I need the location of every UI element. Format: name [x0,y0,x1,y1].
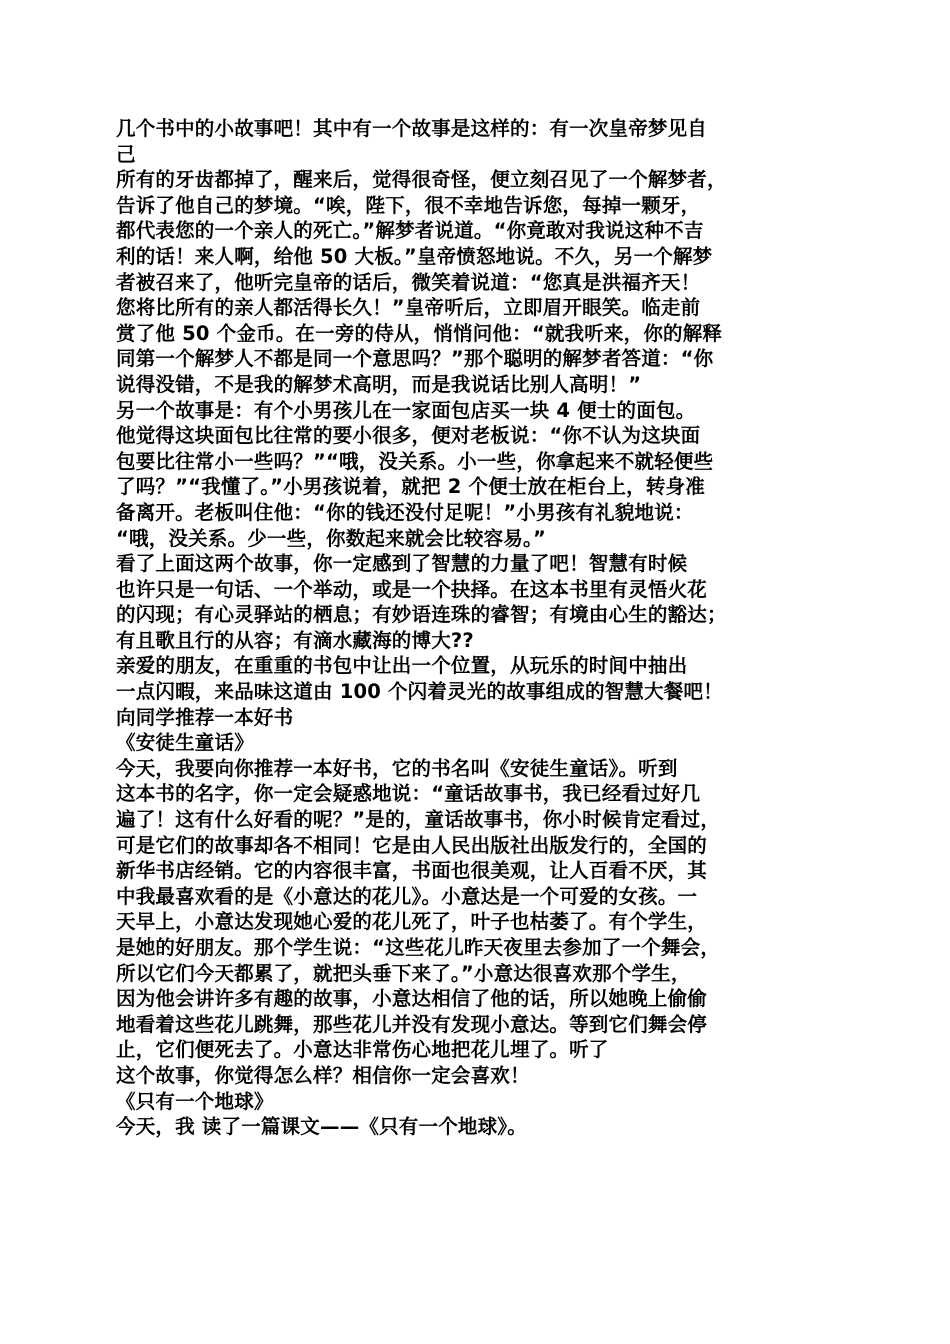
text-line: 看了上面这两个故事，你一定感到了智慧的力量了吧！智慧有时候 [116,552,688,576]
text-line: “哦，没关系。少一些，你数起来就会比较容易。” [116,526,546,550]
text-line: 遍了！这有什么好看的呢？”是的，童话故事书，你小时候肯定看过， [116,808,721,832]
text-line: 所以它们今天都累了，就把头垂下来了。”小意达很喜欢那个学生， [116,961,691,985]
text-line: 者被召来了，他听完皇帝的话后，微笑着说道：“您真是洪福齐天！ [116,270,701,294]
book-title: 《安徒生童话》 [116,731,254,755]
text-line: 新华书店经销。它的内容很丰富，书面也很美观，让人百看不厌，其 [116,859,708,883]
text-line: 一点闪暇，来品味这道由 100 个闪着灵光的故事组成的智慧大餐吧！ [116,680,723,704]
text-line: 今天，我 读了一篇课文——《只有一个地球》。 [116,1115,527,1139]
book-title: 《只有一个地球》 [116,1089,274,1113]
text-line: 您将比所有的亲人都活得长久！”皇帝听后，立即眉开眼笑。临走前 [116,296,701,320]
section-heading: 向同学推荐一本好书 [116,705,294,729]
text-line: 亲爱的朋友，在重重的书包中让出一个位置，从玩乐的时间中抽出 [116,654,688,678]
text-line: 地看着这些花儿跳舞，那些花儿并没有发现小意达。等到它们舞会停 [116,1012,708,1036]
text-line: 止，它们便死去了。小意达非常伤心地把花儿埋了。听了 [116,1038,609,1062]
text-line: 同第一个解梦人不都是同一个意思吗？”那个聪明的解梦者答道：“你 [116,347,714,371]
text-line: 天早上，小意达发现她心爱的花儿死了，叶子也枯萎了。有个学生， [116,910,708,934]
text-line: 了吗？”“我懂了。”小男孩说着，就把 2 个便士放在柜台上，转身准 [116,475,705,499]
text-line: 备离开。老板叫住他：“你的钱还没付足呢！”小男孩有礼貌地说： [116,500,694,524]
text-line: 因为他会讲许多有趣的故事，小意达相信了他的话，所以她晚上偷偷 [116,987,708,1011]
text-line: 也许只是一句话、一个举动，或是一个抉择。在这本书里有灵悟火花 [116,577,708,601]
text-line: 可是它们的故事却各不相同！它是由人民出版社出版发行的，全国的 [116,833,708,857]
text-line: 是她的好朋友。那个学生说：“这些花儿昨天夜里去参加了一个舞会， [116,936,721,959]
text-line: 己 [116,142,136,166]
text-line: 这本书的名字，你一定会疑惑地说：“童话故事书，我已经看过好几 [116,782,701,806]
text-line: 有且歌且行的从容；有滴水藏海的博大?? [116,628,474,652]
text-line: 另一个故事是：有个小男孩儿在一家面包店买一块 4 便士的面包。 [116,398,696,422]
text-line: 所有的牙齿都掉了，醒来后，觉得很奇怪，便立刻召见了一个解梦者， [116,168,727,192]
text-line: 他觉得这块面包比往常的要小很多，便对老板说：“你不认为这块面 [116,424,701,448]
text-line: 的闪现；有心灵驿站的栖息；有妙语连珠的睿智；有境由心生的豁达； [116,603,727,627]
document-page [116,116,840,1140]
text-line: 告诉了他自己的梦境。“唉，陛下，很不幸地告诉您，每掉一颗牙， [116,193,701,217]
text-line: 几个书中的小故事吧！其中有一个故事是这样的：有一次皇帝梦见自 [116,117,708,140]
text-line: 都代表您的一个亲人的死亡。”解梦者说道。“你竟敢对我说这种不吉 [116,219,704,243]
text-line: 包要比往常小一些吗？”“哦，没关系。小一些，你拿起来不就轻便些 [116,449,714,473]
text-line: 中我最喜欢看的是《小意达的花儿》。小意达是一个可爱的女孩。一 [116,884,698,908]
text-line: 这个故事，你觉得怎么样？相信你一定会喜欢！ [116,1063,530,1087]
text-line: 赏了他 50 个金币。在一旁的侍从，悄悄问他：“就我听来，你的解释 [116,321,723,345]
text-line: 说得没错，不是我的解梦术高明，而是我说话比别人高明！” [116,372,642,396]
text-line: 利的话！来人啊，给他 50 大板。”皇帝愤怒地说。不久，另一个解梦 [116,244,713,268]
text-line: 今天，我要向你推荐一本好书，它的书名叫《安徒生童话》。听到 [116,756,678,780]
